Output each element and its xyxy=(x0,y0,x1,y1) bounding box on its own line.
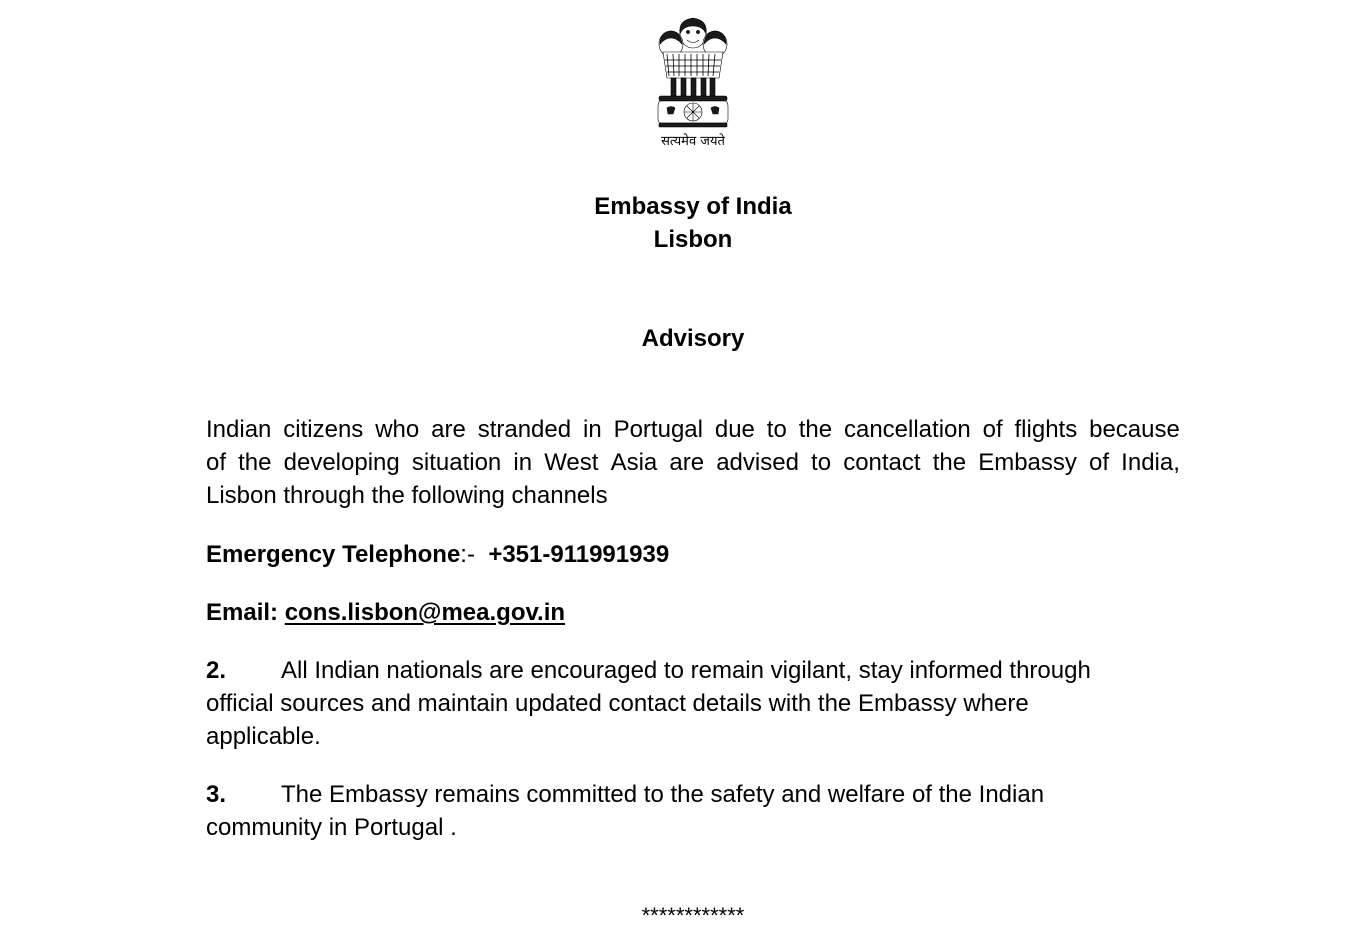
intro-word: who xyxy=(375,416,420,443)
intro-word: flights xyxy=(1014,416,1078,443)
intro-word: are xyxy=(669,449,705,476)
intro-word: advised xyxy=(716,449,799,476)
telephone-separator: :- xyxy=(460,541,475,568)
intro-word: to xyxy=(811,449,832,476)
emblem-motto: सत्यमेव जयते xyxy=(661,134,725,149)
point-line xyxy=(206,654,1180,687)
intro-word: Embassy xyxy=(978,449,1077,476)
point-number: 3. xyxy=(206,781,227,808)
document-title: Advisory xyxy=(641,325,745,352)
point-line xyxy=(206,778,1180,811)
intro-word: the xyxy=(798,416,833,443)
intro-word: of xyxy=(982,416,1003,443)
point-number: 2. xyxy=(206,657,227,684)
email-link[interactable]: cons.lisbon@mea.gov.in xyxy=(284,599,566,626)
end-separator: ************ xyxy=(641,903,745,928)
intro-word: West xyxy=(544,449,599,476)
intro-word: India, xyxy=(1121,449,1180,476)
embassy-name: Embassy of India xyxy=(594,193,792,220)
national-emblem xyxy=(645,14,741,156)
telephone-number[interactable]: +351-911991939 xyxy=(488,541,670,568)
intro-word: due xyxy=(714,416,755,443)
point-line: official sources and maintain updated contact details with the Embassy where xyxy=(206,690,1029,717)
intro-word: stranded xyxy=(477,416,572,443)
telephone-label: Emergency Telephone xyxy=(206,541,461,568)
intro-word: are xyxy=(431,416,466,443)
intro-word: of xyxy=(1089,449,1110,476)
intro-word: in xyxy=(513,449,533,476)
intro-word: the xyxy=(238,449,272,476)
embassy-city: Lisbon xyxy=(653,226,733,253)
intro-word: Portugal xyxy=(613,416,703,443)
point-line: community in Portugal . xyxy=(206,814,457,841)
email-contact xyxy=(206,596,1180,629)
intro-paragraph xyxy=(206,413,1180,512)
intro-word: Asia xyxy=(610,449,658,476)
point-3 xyxy=(206,778,1180,844)
intro-word: developing xyxy=(283,449,400,476)
intro-word: citizens xyxy=(283,416,364,443)
intro-word: cancellation xyxy=(843,416,971,443)
intro-word: contact xyxy=(843,449,921,476)
emergency-telephone xyxy=(206,538,1180,571)
intro-word: of xyxy=(206,449,227,476)
lion-capital-icon xyxy=(645,14,741,132)
intro-line: Lisbon through the following channels xyxy=(206,482,608,509)
intro-word: the xyxy=(932,449,967,476)
intro-line xyxy=(206,446,1180,479)
point-text: The Embassy remains committed to the safety and welfare of the Indian xyxy=(281,781,1045,808)
point-text: All Indian nationals are encouraged to remain vigilant, stay informed through xyxy=(281,657,1091,684)
intro-word: to xyxy=(766,416,787,443)
intro-word: in xyxy=(583,416,602,443)
email-label: Email: xyxy=(206,599,279,626)
point-line: applicable. xyxy=(206,723,321,750)
intro-word: because xyxy=(1089,416,1180,443)
intro-word: situation xyxy=(411,449,502,476)
point-2 xyxy=(206,654,1180,753)
intro-word: Indian xyxy=(206,416,272,443)
intro-line xyxy=(206,413,1180,446)
